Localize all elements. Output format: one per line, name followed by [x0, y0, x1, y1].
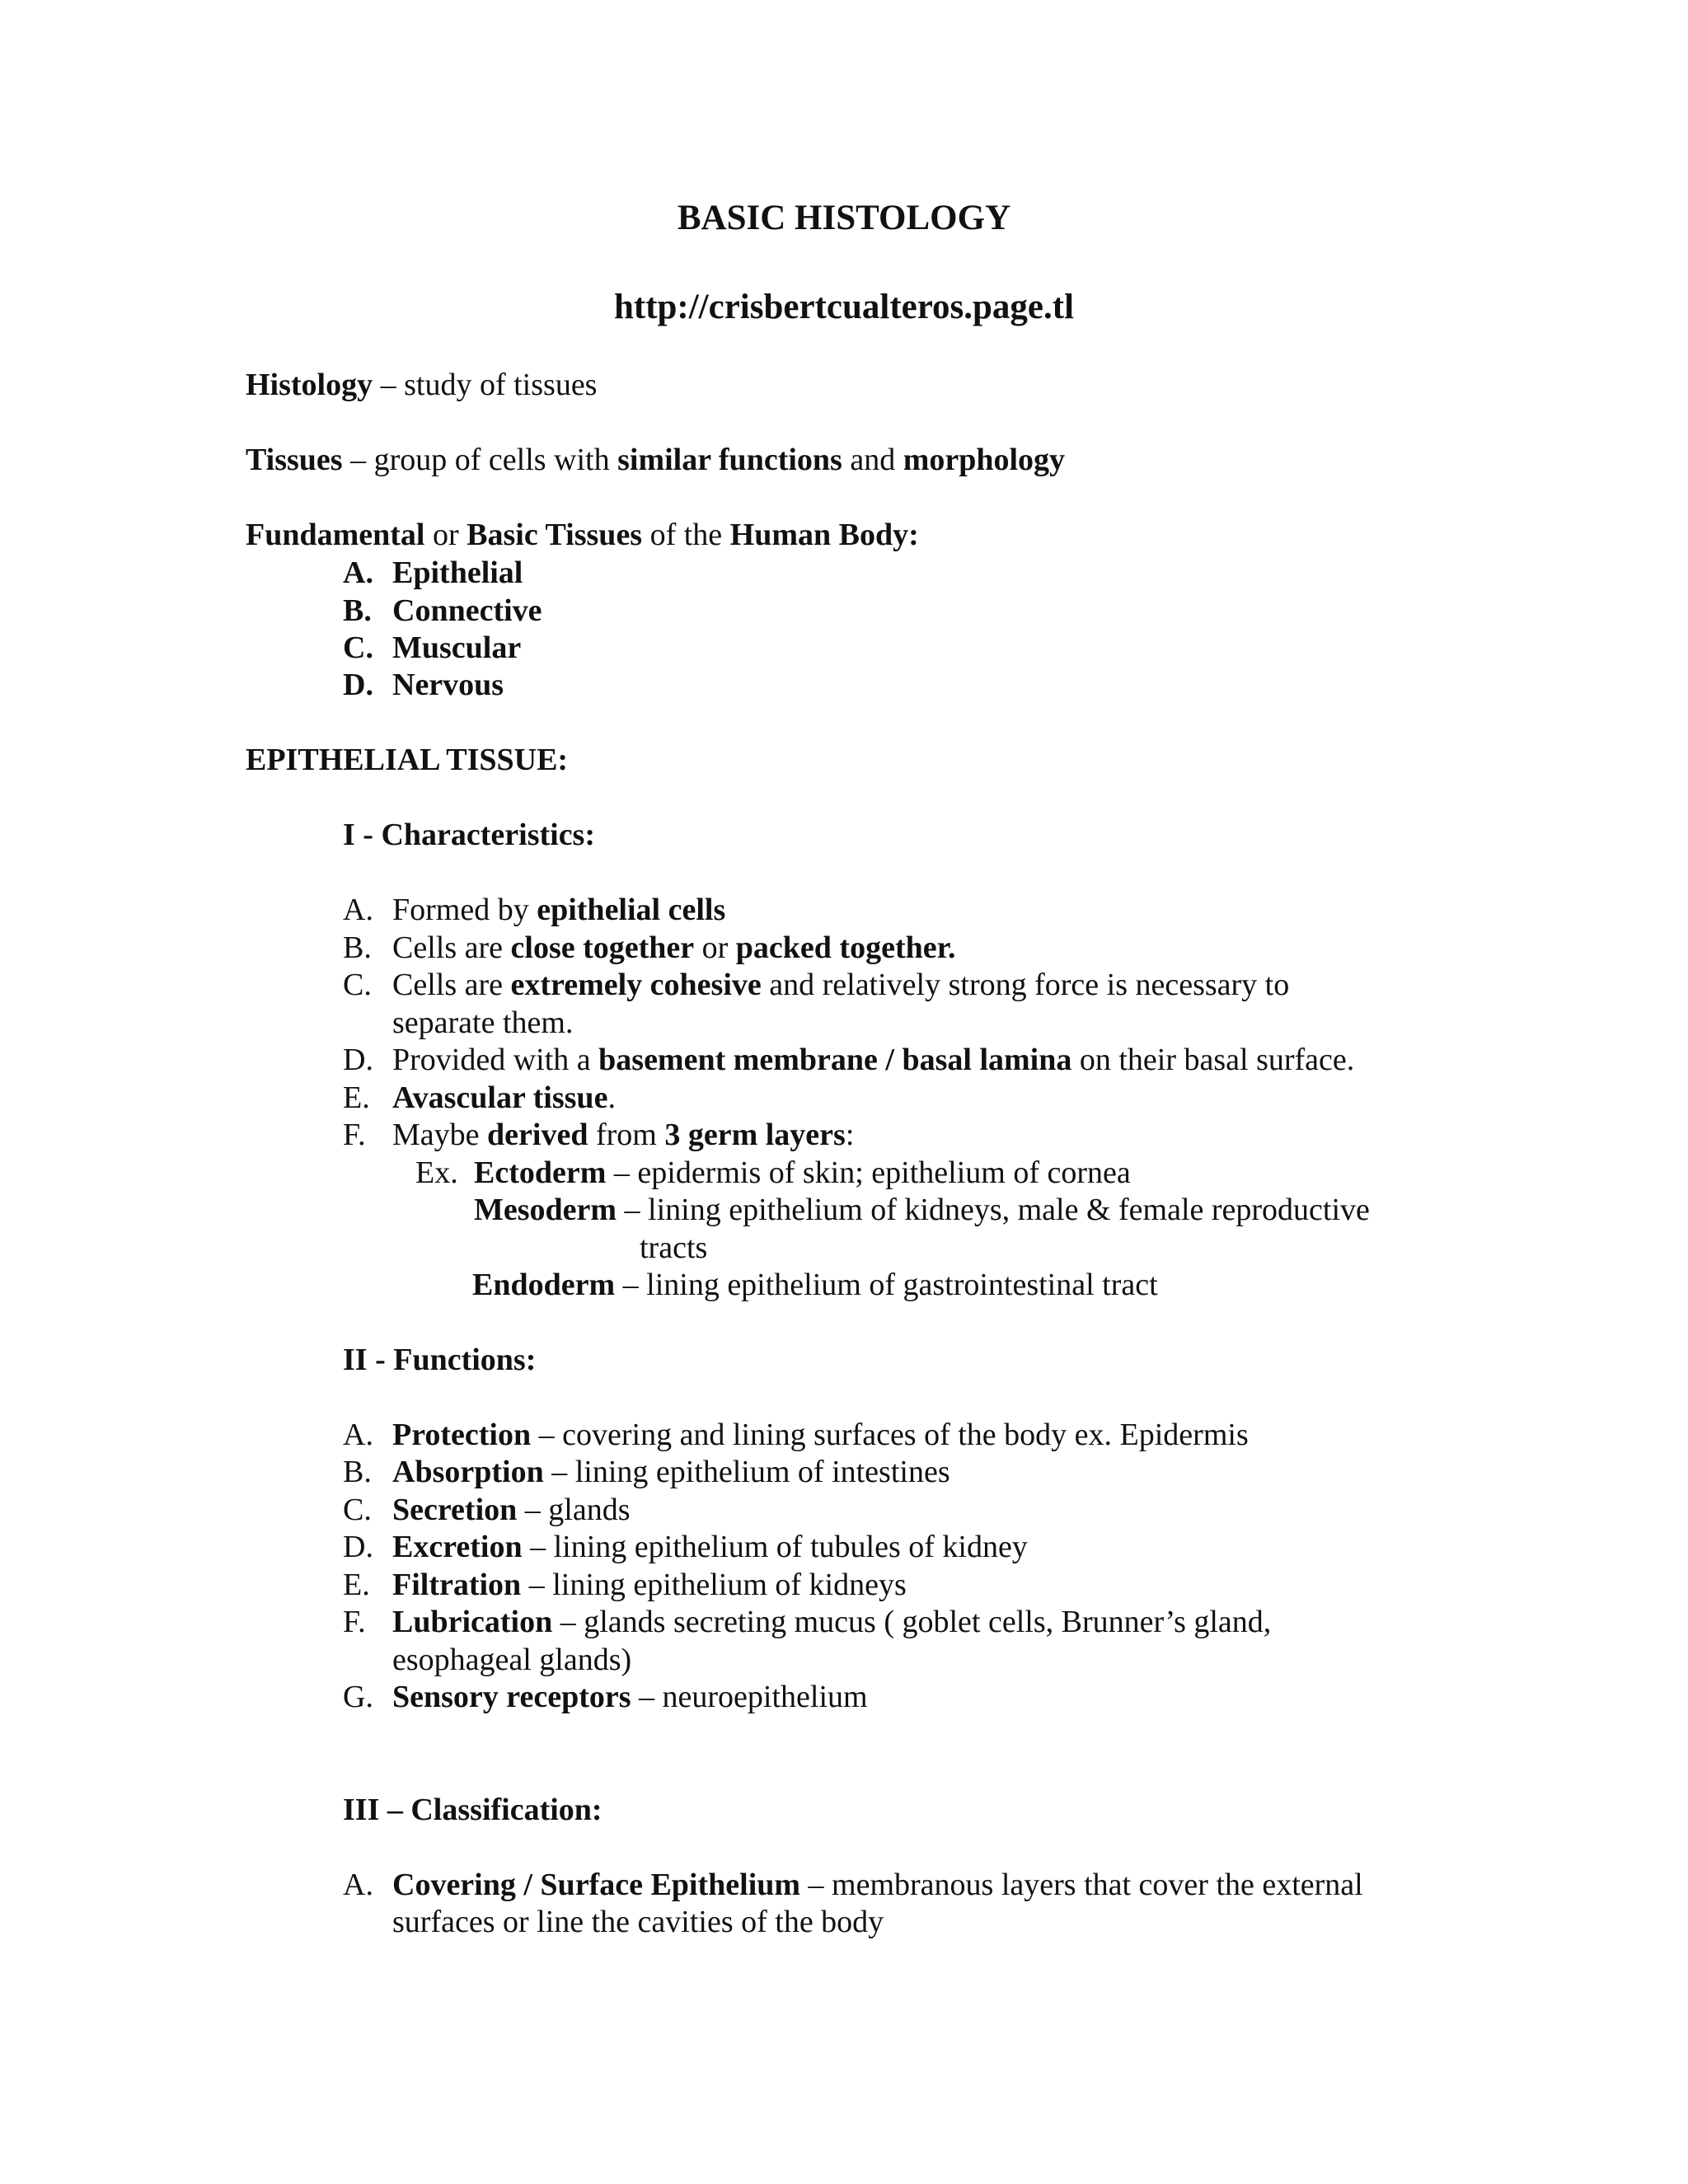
- bold-text: epithelial cells: [537, 893, 726, 927]
- list-label: D.: [343, 1043, 373, 1077]
- classification-a-continued: surfaces or line the cavities of the body: [392, 1905, 884, 1939]
- bold-text: Basic Tissues: [467, 518, 643, 552]
- bold-text: Fundamental: [246, 518, 425, 552]
- list-label: C.: [343, 630, 373, 665]
- text: – glands secreting mucus ( goblet cells, Brunner’s gland,: [552, 1605, 1272, 1639]
- list-label: B.: [343, 593, 372, 628]
- list-label: G.: [343, 1680, 373, 1714]
- list-label: F.: [343, 1118, 366, 1152]
- characteristic-a: [392, 894, 725, 926]
- characteristic-b: [392, 932, 955, 963]
- function-item: [392, 1494, 630, 1526]
- list-label: A.: [343, 555, 373, 590]
- characteristic-c: [392, 969, 1289, 1001]
- bold-text: Human Body:: [729, 518, 919, 552]
- list-label: C.: [343, 1493, 372, 1527]
- text: or: [424, 518, 467, 552]
- bold-text: extremely cohesive: [510, 968, 762, 1002]
- text: and relatively strong force is necessary to: [761, 968, 1290, 1002]
- term: Secretion: [392, 1493, 518, 1527]
- term: Sensory receptors: [392, 1680, 631, 1714]
- classification-a: [392, 1869, 1363, 1900]
- list-label: D.: [343, 668, 373, 702]
- term: Excretion: [392, 1530, 523, 1564]
- germ-layer-mesoderm: [474, 1194, 1370, 1226]
- list-item: Connective: [392, 593, 542, 628]
- definition-text: – study of tissues: [373, 368, 598, 402]
- function-item: [392, 1531, 1028, 1563]
- text: Provided with a: [392, 1043, 599, 1077]
- text: – covering and lining surfaces of the body ex. Epidermis: [531, 1418, 1249, 1452]
- text: – neuroepithelium: [631, 1680, 868, 1714]
- list-label: F.: [343, 1605, 366, 1639]
- characteristic-d: [392, 1044, 1354, 1076]
- list-label: E.: [343, 1080, 370, 1115]
- bold-text: 3 germ layers: [664, 1118, 846, 1152]
- document-title: BASIC HISTOLOGY: [677, 199, 1011, 237]
- definition-tissues: [246, 444, 1065, 476]
- bold-text: derived: [487, 1118, 588, 1152]
- fundamental-heading: [246, 519, 919, 551]
- definition-histology: [246, 369, 597, 401]
- germ-layer-endoderm: [472, 1269, 1158, 1301]
- function-item: [392, 1456, 950, 1488]
- text: Cells are: [392, 968, 511, 1002]
- list-label: C.: [343, 968, 372, 1002]
- list-item: Nervous: [392, 668, 504, 702]
- function-item: [392, 1419, 1249, 1451]
- section-heading: EPITHELIAL TISSUE:: [246, 743, 569, 777]
- text: – lining epithelium of gastrointestinal tract: [615, 1268, 1158, 1302]
- bold-text: packed together.: [735, 930, 956, 965]
- function-item-continued: esophageal glands): [392, 1643, 632, 1677]
- text: :: [845, 1118, 855, 1152]
- bold-text: basement membrane / basal lamina: [598, 1043, 1072, 1077]
- list-label: B.: [343, 1455, 372, 1489]
- bold-text: morphology: [903, 443, 1066, 477]
- term: Covering / Surface Epithelium: [392, 1868, 801, 1902]
- term: Mesoderm: [474, 1193, 617, 1227]
- bold-text: close together: [510, 930, 695, 965]
- list-label: E.: [343, 1568, 370, 1602]
- text: Cells are: [392, 930, 511, 965]
- text: – group of cells with: [342, 443, 618, 477]
- text: – lining epithelium of kidneys, male & female reproductive: [617, 1193, 1370, 1227]
- text: on their basal surface.: [1071, 1043, 1355, 1077]
- function-item: [392, 1569, 907, 1601]
- germ-layer-mesoderm-continued: tracts: [640, 1230, 708, 1265]
- term: Tissues: [246, 443, 343, 477]
- document-url: http://crisbertcualteros.page.tl: [613, 288, 1075, 326]
- bold-text: similar functions: [617, 443, 842, 477]
- subsection-heading: II - Functions:: [343, 1343, 537, 1377]
- text: – lining epithelium of kidneys: [521, 1568, 907, 1602]
- list-label: B.: [343, 930, 372, 965]
- term: Lubrication: [392, 1605, 553, 1639]
- list-item: Muscular: [392, 630, 522, 665]
- text: or: [694, 930, 736, 965]
- list-label: D.: [343, 1530, 373, 1564]
- text: .: [607, 1080, 616, 1115]
- characteristic-e: [392, 1082, 616, 1113]
- text: – membranous layers that cover the external: [800, 1868, 1363, 1902]
- term: Absorption: [392, 1455, 544, 1489]
- text: Formed by: [392, 893, 537, 927]
- text: – lining epithelium of intestines: [543, 1455, 950, 1489]
- term: Histology: [246, 368, 373, 402]
- text: – epidermis of skin; epithelium of cornea: [606, 1155, 1131, 1190]
- example-label: Ex.: [415, 1155, 458, 1190]
- subsection-heading: III – Classification:: [343, 1793, 603, 1827]
- characteristic-c-continued: separate them.: [392, 1005, 574, 1040]
- term: Ectoderm: [474, 1155, 607, 1190]
- germ-layer-ectoderm: [474, 1157, 1131, 1188]
- subsection-heading: I - Characteristics:: [343, 818, 596, 852]
- text: – lining epithelium of tubules of kidney: [522, 1530, 1028, 1564]
- list-label: A.: [343, 1418, 373, 1452]
- function-item: [392, 1606, 1271, 1638]
- term: Filtration: [392, 1568, 522, 1602]
- text: from: [588, 1118, 665, 1152]
- text: Maybe: [392, 1118, 488, 1152]
- term: Protection: [392, 1418, 532, 1452]
- text: of the: [642, 518, 730, 552]
- function-item: [392, 1681, 868, 1713]
- term: Endoderm: [472, 1268, 616, 1302]
- list-item: Epithelial: [392, 555, 523, 590]
- list-label: A.: [343, 1868, 373, 1902]
- text: and: [842, 443, 903, 477]
- list-label: A.: [343, 893, 373, 927]
- characteristic-f: [392, 1119, 854, 1151]
- bold-text: Avascular tissue: [392, 1080, 608, 1115]
- text: – glands: [517, 1493, 631, 1527]
